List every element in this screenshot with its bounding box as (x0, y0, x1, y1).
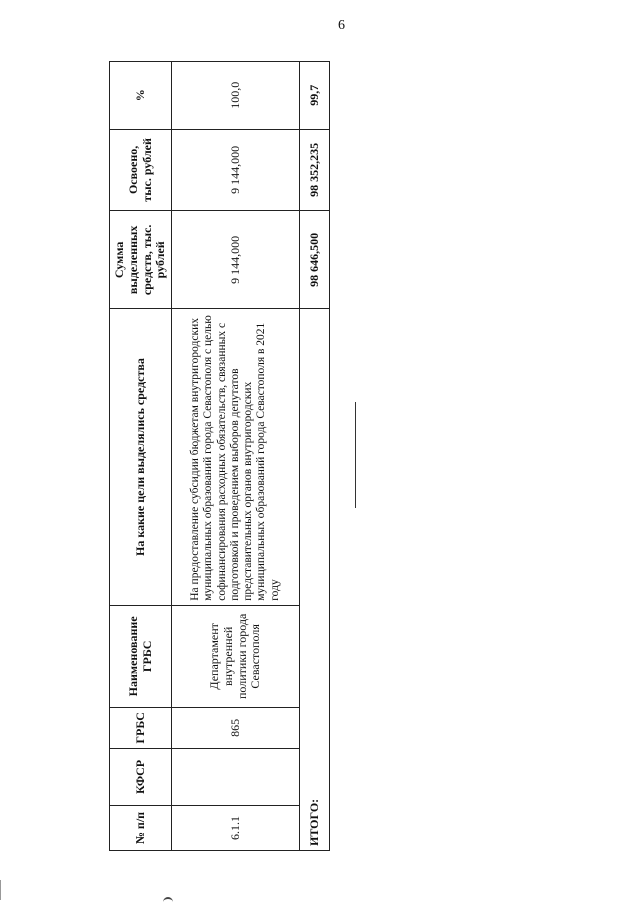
header-goal: На какие цели выделялись средства (110, 309, 172, 605)
cell-developed: 9 144,000 (172, 129, 300, 211)
page-number: 6 (338, 18, 345, 33)
cell-kfsr (172, 748, 300, 805)
table-row (172, 62, 300, 851)
header-grbs: ГРБС (110, 707, 172, 748)
header-grbs-name: Наименование ГРБС (110, 605, 172, 707)
cell-goal: На предоставление субсидии бюджетам внутригородских муниципальных образований города Севастополя с целью софинансирования расходных обязательств, связанных с подготовкой и проведением выборов депутатов представительных органов внутригородских муниципальных образований города Севастополя в 2021 году (172, 309, 300, 605)
header-num: № п/п (110, 806, 172, 851)
cell-percent: 100,0 (172, 62, 300, 130)
total-allocated: 98 646,500 (300, 211, 330, 309)
header-kfsr: КФСР (110, 748, 172, 805)
header-allocated: Сумма выделенных средств, тыс. рублей (110, 211, 172, 309)
cell-num: 6.1.1 (172, 806, 300, 851)
cell-grbs-name: Департамент внутренней политики города Севастополя (172, 605, 300, 707)
table-header-row (110, 62, 172, 851)
scan-artifact (163, 897, 173, 905)
separator-line (355, 402, 356, 508)
total-percent: 99,7 (300, 62, 330, 130)
rotated-table-container (109, 61, 329, 851)
total-developed: 98 352,235 (300, 129, 330, 211)
total-label: ИТОГО: (300, 309, 330, 851)
scan-edge-mark (0, 880, 1, 900)
header-developed: Освоено, тыс. рублей (110, 129, 172, 211)
header-percent: % (110, 62, 172, 130)
funds-table (109, 61, 330, 851)
cell-allocated: 9 144,000 (172, 211, 300, 309)
total-row (300, 62, 330, 851)
cell-grbs: 865 (172, 707, 300, 748)
